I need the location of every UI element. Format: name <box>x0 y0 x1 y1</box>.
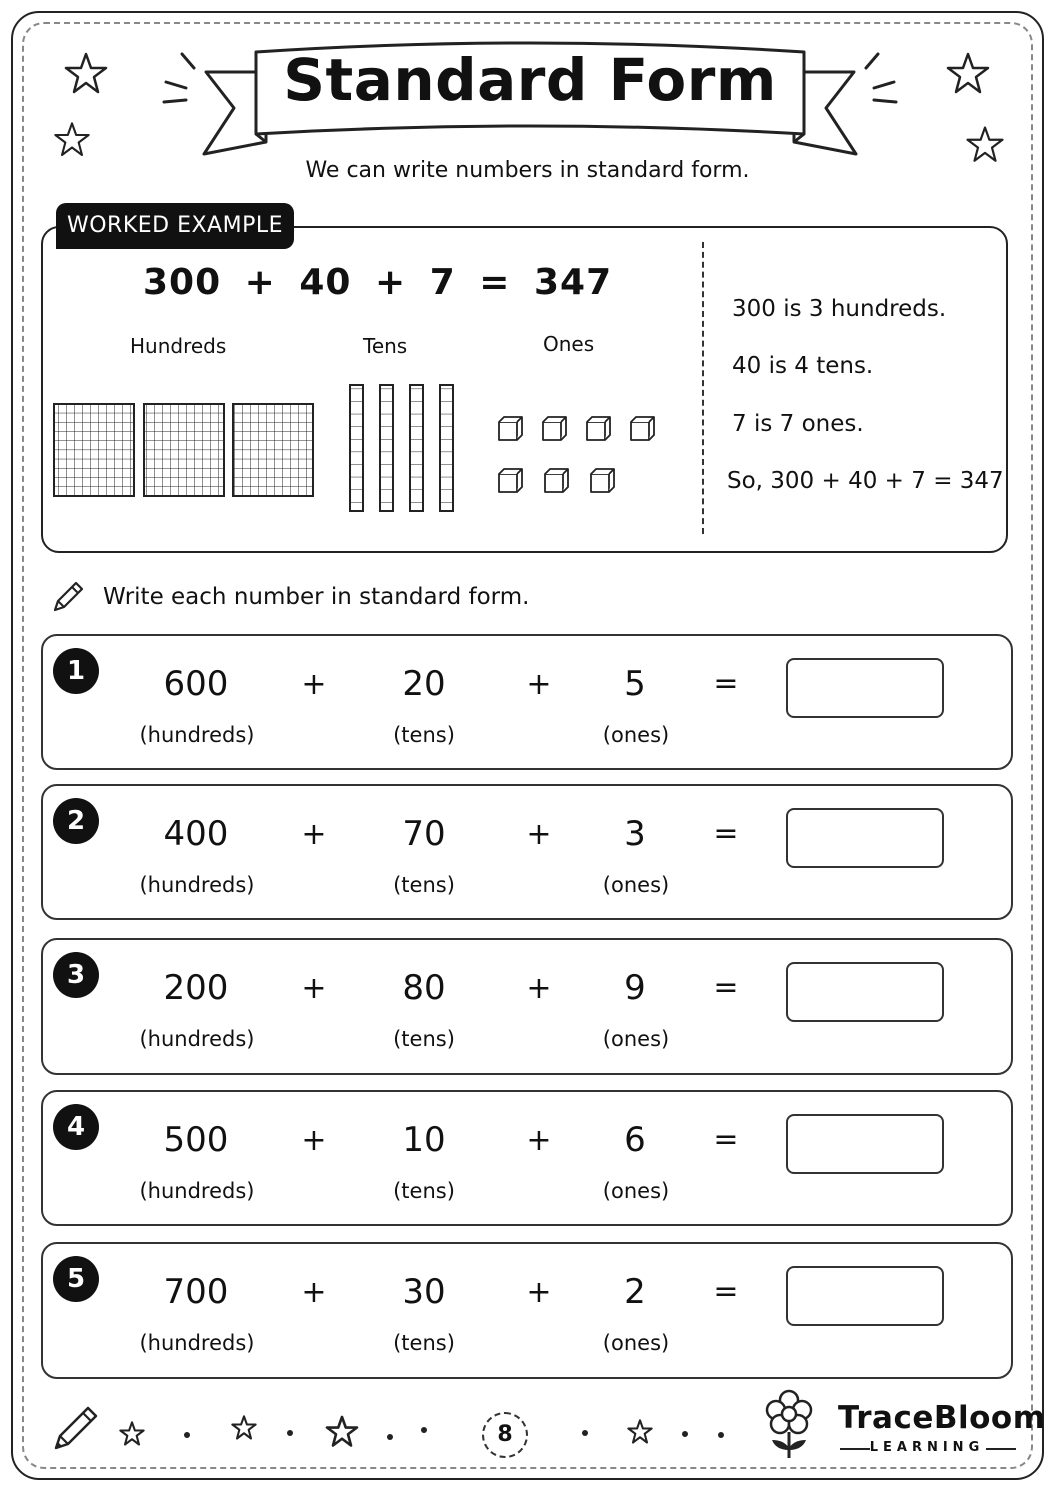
star-icon <box>626 1418 654 1446</box>
instruction-text: Write each number in standard form. <box>103 584 530 610</box>
tens-value: 30 <box>402 1272 446 1312</box>
decorative-dot <box>718 1432 724 1438</box>
answer-input-box[interactable] <box>786 808 944 868</box>
plus-sign: + <box>301 971 327 1006</box>
tens-rod-3 <box>410 385 423 511</box>
plus-sign: + <box>526 971 552 1006</box>
plus-sign: + <box>301 1275 327 1310</box>
hundreds-caption: (hundreds) <box>139 1179 255 1203</box>
pencil-icon <box>50 1402 102 1454</box>
page-title: Standard Form <box>283 46 777 114</box>
pencil-icon <box>49 578 87 616</box>
explanation-ones: 7 is 7 ones. <box>732 411 864 437</box>
problem-number-badge: 1 <box>53 648 99 694</box>
flower-logo-icon <box>760 1388 818 1460</box>
hundreds-flat-3 <box>233 404 313 496</box>
tens-label: Tens <box>363 334 408 358</box>
star-icon <box>62 50 110 98</box>
brand-rule-right <box>986 1448 1016 1450</box>
plus-sign: + <box>301 667 327 702</box>
hundreds-value: 700 <box>163 1272 229 1312</box>
plus-sign: + <box>526 667 552 702</box>
tens-rod-1 <box>350 385 363 511</box>
ones-caption: (ones) <box>602 1179 670 1203</box>
hundreds-value: 600 <box>163 664 229 704</box>
brand-subtitle: LEARNING <box>869 1440 985 1455</box>
problem-number-badge: 5 <box>53 1256 99 1302</box>
ones-cube-2 <box>543 417 566 440</box>
answer-input-box[interactable] <box>786 1266 944 1326</box>
page-number: 8 <box>482 1412 528 1458</box>
tens-rod-4 <box>440 385 453 511</box>
problem-number-badge: 4 <box>53 1104 99 1150</box>
ones-cube-5 <box>499 469 522 492</box>
ones-cube-4 <box>631 417 654 440</box>
ones-value: 3 <box>624 814 646 854</box>
ones-caption: (ones) <box>602 1027 670 1051</box>
tens-value: 70 <box>402 814 446 854</box>
decorative-dot <box>682 1431 688 1437</box>
equals-sign: = <box>713 1274 739 1309</box>
hundreds-caption: (hundreds) <box>139 723 255 747</box>
hundreds-caption: (hundreds) <box>139 1331 255 1355</box>
star-icon <box>118 1420 146 1448</box>
tens-caption: (tens) <box>393 1027 455 1051</box>
answer-input-box[interactable] <box>786 962 944 1022</box>
tens-value: 80 <box>402 968 446 1008</box>
decorative-dot <box>287 1430 293 1436</box>
ones-caption: (ones) <box>602 723 670 747</box>
ones-cube-3 <box>587 417 610 440</box>
answer-input-box[interactable] <box>786 1114 944 1174</box>
tens-caption: (tens) <box>393 723 455 747</box>
equals-sign: = <box>713 816 739 851</box>
worked-example-divider <box>702 242 704 534</box>
tens-caption: (tens) <box>393 1179 455 1203</box>
explanation-summary: So, 300 + 40 + 7 = 347 <box>727 468 1004 494</box>
ones-cube-1 <box>499 417 522 440</box>
problem-number-badge: 2 <box>53 798 99 844</box>
ones-cube-7 <box>591 469 614 492</box>
ones-value: 6 <box>624 1120 646 1160</box>
brand-name: TraceBloom <box>838 1400 1046 1436</box>
star-icon <box>944 50 992 98</box>
tens-caption: (tens) <box>393 873 455 897</box>
worked-example-tag: WORKED EXAMPLE <box>56 203 294 249</box>
tens-value: 10 <box>402 1120 446 1160</box>
hundreds-value: 500 <box>163 1120 229 1160</box>
decorative-dot <box>387 1434 393 1440</box>
explanation-hundreds: 300 is 3 hundreds. <box>732 296 947 322</box>
star-icon <box>52 120 92 160</box>
page-subtitle: We can write numbers in standard form. <box>305 158 750 183</box>
tens-caption: (tens) <box>393 1331 455 1355</box>
ones-value: 2 <box>624 1272 646 1312</box>
ones-cube-6 <box>545 469 568 492</box>
equals-sign: = <box>713 970 739 1005</box>
hundreds-caption: (hundreds) <box>139 873 255 897</box>
hundreds-flat-1 <box>54 404 134 496</box>
decorative-dot <box>184 1432 190 1438</box>
plus-sign: + <box>301 817 327 852</box>
star-icon <box>230 1414 258 1442</box>
decorative-dot <box>582 1430 588 1436</box>
hundreds-value: 400 <box>163 814 229 854</box>
equals-sign: = <box>713 1122 739 1157</box>
tens-value: 20 <box>402 664 446 704</box>
hundreds-value: 200 <box>163 968 229 1008</box>
plus-sign: + <box>526 1123 552 1158</box>
plus-sign: + <box>526 1275 552 1310</box>
ones-value: 9 <box>624 968 646 1008</box>
plus-sign: + <box>301 1123 327 1158</box>
decorative-dot <box>421 1427 427 1433</box>
problem-number-badge: 3 <box>53 952 99 998</box>
star-icon <box>324 1414 360 1450</box>
tens-rod-2 <box>380 385 393 511</box>
hundreds-label: Hundreds <box>130 334 227 358</box>
base-ten-blocks <box>50 376 670 521</box>
hundreds-flat-2 <box>144 404 224 496</box>
plus-sign: + <box>526 817 552 852</box>
answer-input-box[interactable] <box>786 658 944 718</box>
equals-sign: = <box>713 666 739 701</box>
ones-label: Ones <box>543 332 595 356</box>
worked-example-equation: 300 + 40 + 7 = 347 <box>143 262 613 303</box>
ones-caption: (ones) <box>602 873 670 897</box>
explanation-tens: 40 is 4 tens. <box>732 353 874 379</box>
ones-value: 5 <box>624 664 646 704</box>
hundreds-caption: (hundreds) <box>139 1027 255 1051</box>
ones-caption: (ones) <box>602 1331 670 1355</box>
